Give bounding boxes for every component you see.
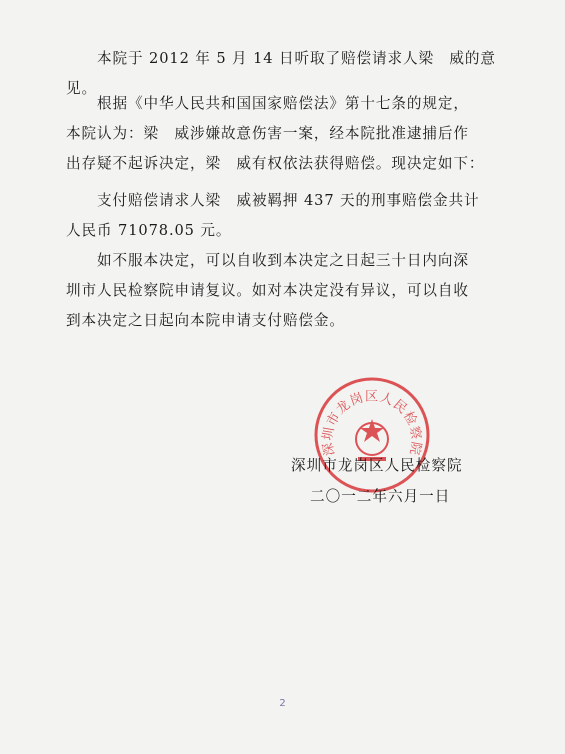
paragraph-line: 见。 [66,80,97,97]
paragraph-line: 出存疑不起诉决定，梁 威有权依法获得赔偿。现决定如下： [66,155,485,172]
paragraph-line: 圳市人民检察院申请复议。如对本决定没有异议，可以自收 [66,282,469,299]
signing-organization: 深圳市龙岗区人民检察院 [291,457,463,474]
paragraph-line: 本院于 2012 年 5 月 14 日听取了赔偿请求人梁 威的意 [97,50,496,67]
paragraph-line: 到本决定之日起向本院申请支付赔偿金。 [66,312,345,329]
seal-text: 深圳市龙岗区人民检察院 [320,389,424,457]
paragraph-line: 本院认为：梁 威涉嫌故意伤害一案，经本院批准逮捕后作 [66,125,469,142]
paragraph-line: 如不服本决定，可以自收到本决定之日起三十日内向深 [97,252,469,269]
signing-date: 二〇一二年六月一日 [310,488,451,505]
paragraph-line: 支付赔偿请求人梁 威被羁押 437 天的刑事赔偿金共计 [97,192,480,209]
paragraph-line: 根据《中华人民共和国国家赔偿法》第十七条的规定， [97,95,469,112]
official-seal-icon [312,375,432,495]
paragraph-legal-basis [66,89,496,179]
page-number: 2 [279,698,286,709]
paragraph-compensation [66,186,496,246]
paragraph-appeal [66,246,496,336]
paragraph-line: 人民币 71078.05 元。 [66,222,232,239]
